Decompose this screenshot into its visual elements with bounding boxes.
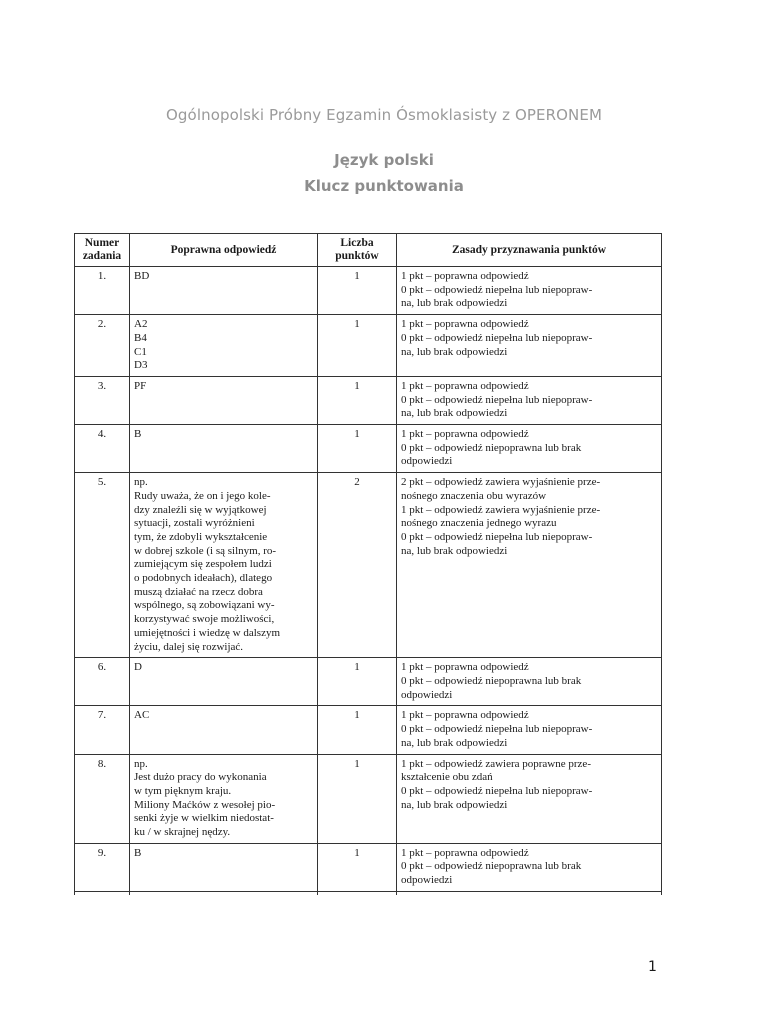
table-row: [75, 754, 662, 843]
column-header-points: Liczba punktów: [318, 234, 397, 267]
continuation-cell: [130, 891, 318, 895]
points-count: 1: [318, 843, 397, 891]
points-count: 2: [318, 473, 397, 658]
points-count: 1: [318, 706, 397, 754]
task-number: 3.: [75, 376, 130, 424]
scoring-key-table: [74, 233, 662, 895]
scoring-rules: 1 pkt – odpowiedź zawiera poprawne prze- kształcenie obu zdań 0 pkt – odpowiedź niepełna lub niepopraw- na, lub brak odpowiedzi: [397, 754, 662, 843]
table-row: [75, 267, 662, 315]
correct-answer: np. Jest dużo pracy do wykonania w tym pięknym kraju. Miliony Maćków z wesołej pio- senki żyje w wielkim niedostat- ku / w skrajnej nędzy.: [130, 754, 318, 843]
table-row: [75, 425, 662, 473]
document-title: Klucz punktowania: [304, 177, 464, 195]
scoring-rules: 1 pkt – poprawna odpowiedź 0 pkt – odpowiedź niepełna lub niepopraw- na, lub brak odpowiedzi: [397, 267, 662, 315]
points-count: 1: [318, 315, 397, 377]
column-header-number: Numer zadania: [75, 234, 130, 267]
task-number: 1.: [75, 267, 130, 315]
points-count: 1: [318, 754, 397, 843]
scoring-rules: 1 pkt – poprawna odpowiedź 0 pkt – odpowiedź niepoprawna lub brak odpowiedzi: [397, 425, 662, 473]
continuation-cell: [75, 891, 130, 895]
points-count: 1: [318, 425, 397, 473]
table-row: [75, 315, 662, 377]
correct-answer: B: [130, 425, 318, 473]
points-count: 1: [318, 267, 397, 315]
table-row: [75, 706, 662, 754]
continuation-cell: [318, 891, 397, 895]
task-number: 2.: [75, 315, 130, 377]
continuation-cell: [397, 891, 662, 895]
scoring-rules: 1 pkt – poprawna odpowiedź 0 pkt – odpowiedź niepoprawna lub brak odpowiedzi: [397, 658, 662, 706]
task-number: 5.: [75, 473, 130, 658]
scoring-rules: 1 pkt – poprawna odpowiedź 0 pkt – odpowiedź niepoprawna lub brak odpowiedzi: [397, 843, 662, 891]
correct-answer: B: [130, 843, 318, 891]
task-number: 9.: [75, 843, 130, 891]
column-header-rules: Zasady przyznawania punktów: [397, 234, 662, 267]
correct-answer: D: [130, 658, 318, 706]
correct-answer: A2 B4 C1 D3: [130, 315, 318, 377]
table-continuation-row: [75, 891, 662, 895]
correct-answer: BD: [130, 267, 318, 315]
table-header-row: [75, 234, 662, 267]
task-number: 4.: [75, 425, 130, 473]
page-number: 1: [648, 959, 657, 975]
scoring-rules: 1 pkt – poprawna odpowiedź 0 pkt – odpowiedź niepełna lub niepopraw- na, lub brak odpowiedzi: [397, 376, 662, 424]
correct-answer: PF: [130, 376, 318, 424]
subject-title: Język polski: [334, 151, 434, 169]
points-count: 1: [318, 658, 397, 706]
correct-answer: np. Rudy uważa, że on i jego kole- dzy znaleźli się w wyjątkowej sytuacji, zostali wyróżnieni tym, że zdobyli wykształcenie w dobrej szkole (i są silnym, ro- zumiejącym się zespołem ludzi o podobnych ideałach), dlatego muszą działać na rzecz dobra wspólnego, są zobowiązani wy- korzystywać swoje możliwości, umiejętności i wiedzę w dalszym życiu, dalej się rozwijać.: [130, 473, 318, 658]
correct-answer: AC: [130, 706, 318, 754]
points-count: 1: [318, 376, 397, 424]
task-number: 6.: [75, 658, 130, 706]
table-row: [75, 843, 662, 891]
table-row: [75, 376, 662, 424]
column-header-answer: Poprawna odpowiedź: [130, 234, 318, 267]
table-row: [75, 658, 662, 706]
scoring-rules: 2 pkt – odpowiedź zawiera wyjaśnienie prze- nośnego znaczenia obu wyrazów 1 pkt – odpowiedź zawiera wyjaśnienie prze- nośnego znaczenia jednego wyrazu 0 pkt – odpowiedź niepełna lub niepopraw- na, lub brak odpowiedzi: [397, 473, 662, 658]
task-number: 7.: [75, 706, 130, 754]
exam-header: Ogólnopolski Próbny Egzamin Ósmoklasisty z OPERONEM: [166, 106, 602, 124]
task-number: 8.: [75, 754, 130, 843]
table-row: [75, 473, 662, 658]
scoring-rules: 1 pkt – poprawna odpowiedź 0 pkt – odpowiedź niepełna lub niepopraw- na, lub brak odpowiedzi: [397, 706, 662, 754]
scoring-rules: 1 pkt – poprawna odpowiedź 0 pkt – odpowiedź niepełna lub niepopraw- na, lub brak odpowiedzi: [397, 315, 662, 377]
